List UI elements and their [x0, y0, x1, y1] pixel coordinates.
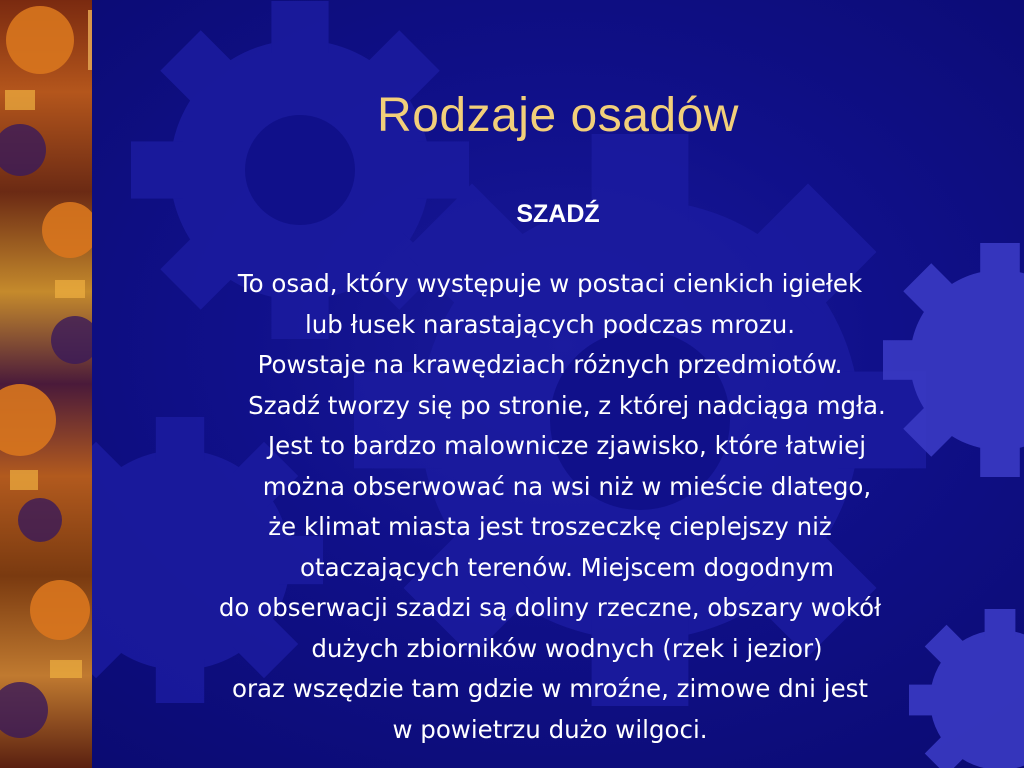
- body-line: dużych zbiorników wodnych (rzek i jezior): [311, 633, 823, 663]
- body-line: można obserwować na wsi niż w mieście dlatego,: [262, 471, 872, 501]
- body-line: otaczających terenów. Miejscem dogodnym: [299, 552, 834, 582]
- slide-subtitle: SZADŹ: [516, 200, 600, 228]
- body-line: w powietrzu dużo wilgoci.: [392, 714, 708, 744]
- body-line: Powstaje na krawędziach różnych przedmiotów.: [257, 350, 843, 379]
- body-line: że klimat miasta jest troszeczkę cieplejszy niż: [268, 512, 832, 541]
- body-line: Szadź tworzy się po stronie, z której nadciąga mgła.: [248, 390, 886, 420]
- body-line: To osad, który występuje w postaci cienkich igiełek: [237, 269, 863, 298]
- body-line: lub łusek narastających podczas mrozu.: [304, 309, 796, 339]
- body-line: oraz wszędzie tam gdzie w mroźne, zimowe dni jest: [231, 674, 869, 703]
- body-line: Jest to bardzo malownicze zjawisko, które łatwiej: [267, 431, 867, 460]
- slide-title: Rodzaje osadów: [377, 89, 739, 142]
- body-line: do obserwacji szadzi są doliny rzeczne, obszary wokół: [218, 593, 882, 622]
- left-decorative-strip: [0, 0, 92, 768]
- slide-body-text: [100, 264, 1000, 750]
